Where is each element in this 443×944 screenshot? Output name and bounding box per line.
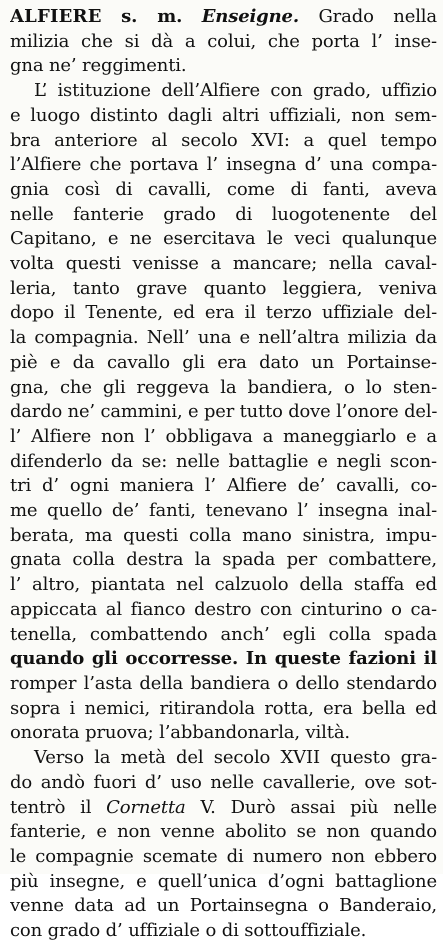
paragraph-1-line-1: L’ istituzione dell’Alfiere con grado, uffizio (34, 80, 437, 102)
paragraph-1-line-6: nelle fanterie grado di luogotenente del (10, 203, 437, 225)
paragraph-1-line-25: romper l’asta della bandiera o dello stendardo (10, 672, 437, 694)
paragraph-2-line-1: Verso la metà del secolo XVII questo gra- (34, 747, 437, 769)
entry-line-1 (10, 5, 437, 30)
paragraph-2-line-2: do andò fuori d’ uso nelle cavallerie, ove sot- (10, 771, 437, 793)
entry-line-2: milizia che si dà a colui, che porta l’ inse- (10, 30, 437, 52)
paragraph-2-line-4: fanterie, e non venne abolito se non quando (10, 821, 437, 843)
paragraph-1-line-13: gna, che gli reggeva la bandiera, o lo sten- (10, 376, 437, 398)
paragraph-1-line-17: tri d’ ogni maniera l’ Alfiere de’ cavalli, co- (10, 475, 437, 497)
paragraph-1-line-8: volta questi venisse a mancare; nella caval- (10, 253, 437, 275)
paragraph-1-line-20: gnata colla destra la spada per combattere, (10, 549, 437, 571)
definition-start: Grado nella (318, 6, 437, 27)
paragraph-1-line-27: onorata pruova; l’abbandonarla, viltà. (10, 722, 351, 744)
paragraph-1-line-14: dardo ne’ cammini, e per tutto dove l’onore del- (10, 401, 437, 423)
paragraph-1-line-19: berata, ma questi colla mano sinistra, impu- (10, 524, 437, 546)
french-translation: Enseigne. (201, 6, 299, 27)
cross-reference-term: Cornetta (106, 796, 186, 818)
headword: ALFIERE (10, 6, 102, 27)
paragraph-1-line-4: l’Alfiere che portava l’ insegna d’ una compa- (10, 154, 437, 176)
paragraph-2-line-6: più insegne, e quell’unica d’ogni battaglione (10, 870, 437, 892)
paragraph-2-line-3-end: V. Durò assai più nelle (200, 796, 437, 818)
paragraph-1-line-22: appiccata al fianco destro con cinturino o ca- (10, 598, 437, 620)
paragraph-1-line-3: bra anteriore al secolo XVI: a quel tempo (10, 129, 437, 151)
paragraph-1-line-9: leria, tanto grave quanto leggiera, veniva (10, 277, 437, 299)
paragraph-1-line-23: tenella, combattendo anch’ egli colla spada (10, 623, 437, 645)
paragraph-1-line-15: l’ Alfiere non l’ obbligava a maneggiarlo e a (10, 425, 437, 447)
paragraph-1-line-7: Capitano, e ne esercitava le veci qualunque (10, 228, 437, 250)
grammar-label: s. m. (121, 6, 183, 27)
entry-line-3: gna ne’ reggimenti. (10, 55, 187, 77)
paragraph-2-line-3-start: tentrò il (10, 796, 92, 818)
paragraph-1-line-11: la compagnia. Nell’ una e nell’altra milizia da (10, 327, 437, 349)
paragraph-2-line-5: le compagnie scemate di numero non ebbero (10, 845, 437, 867)
paragraph-1-line-24: quando gli occorresse. In queste fazioni il (10, 648, 437, 670)
paragraph-1-line-10: dopo il Tenente, ed era il terzo uffiziale del- (10, 302, 437, 324)
paragraph-1-line-16: difenderlo da se: nelle battaglie e negli scon- (10, 450, 437, 472)
paragraph-1-line-18: me quello de’ fanti, tenevano l’ insegna inal- (10, 500, 437, 522)
paragraph-1-line-21: l’ altro, piantata nel calzuolo della staffa ed (10, 574, 437, 596)
paragraph-1-line-26: sopra i nemici, ritirandola rotta, era bella ed (10, 697, 437, 719)
paragraph-2-line-8: con grado d’ uffiziale o di sottouffiziale. (10, 920, 367, 942)
paragraph-2-line-7: venne data ad un Portainsegna o Banderaio, (10, 895, 437, 917)
paragraph-1-line-12: piè e da cavallo gli era dato un Portainse- (10, 351, 437, 373)
paragraph-2-line-3 (10, 796, 437, 821)
paragraph-1-line-2: e luogo distinto dagli altri uffiziali, non sem- (10, 104, 437, 126)
paragraph-1-line-5: gnia così di cavalli, come di fanti, aveva (10, 178, 437, 200)
